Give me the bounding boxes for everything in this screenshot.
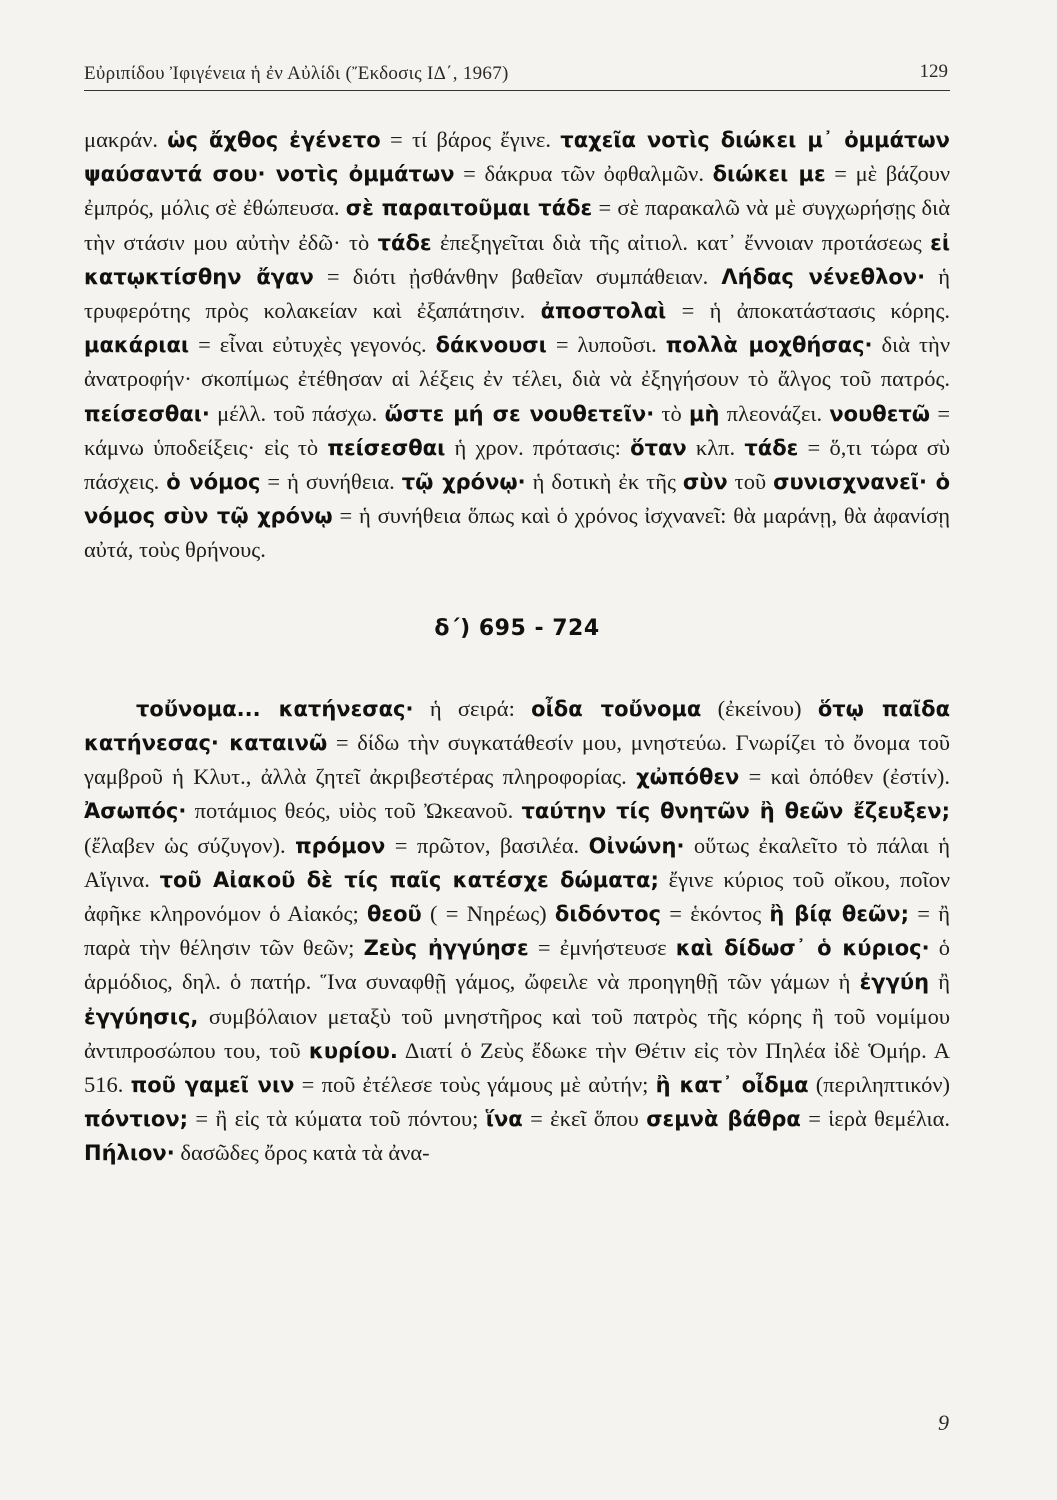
lemma-text: νουθετῶ [829, 401, 931, 426]
lemma-text: καὶ δίδωσ᾽ ὁ κύριος· [675, 936, 930, 961]
lemma-text: πόντιον; [84, 1107, 189, 1132]
lemma-text: ἐγγύησις, [84, 1004, 199, 1029]
gloss-text: ἡ τρυφερότης πρὸς κολακείαν καὶ ἐξαπάτησιν. [84, 263, 950, 324]
gloss-text: τοῦ [727, 469, 774, 495]
gloss-text: = ἢ εἰς τὰ κύματα τοῦ πόντου; [188, 1106, 486, 1132]
lemma-text: θεοῦ [366, 902, 422, 927]
gloss-text: ποτάμιος θεός, υἱὸς τοῦ Ὠκεανοῦ. [186, 798, 522, 824]
lemma-text: ὅταν [630, 435, 687, 460]
printer-signature-mark: 9 [938, 1410, 949, 1435]
gloss-text: (ἔλαβεν ὡς σύζυγον). [84, 832, 296, 858]
gloss-text: = ἱερὰ θεμέλια. [800, 1106, 950, 1132]
gloss-text: = δίδω τὴν συγκατάθεσίν μου, μνηστεύω. Γνωρίζει τὸ ὄνομα τοῦ γαμβροῦ ἡ Κλυτ., ἀλλὰ ζητεῖ ἀκριβεστέρας πληροφορίας. [84, 730, 950, 790]
lemma-text: πρόμον [295, 833, 386, 858]
lemma-text: οἶδα τοὔνομα [531, 696, 702, 721]
lemma-text: πείσεσθαι· [84, 401, 210, 426]
lemma-text: τοὔνομα... κατήνεσας· [136, 696, 414, 721]
gloss-text: = ἡ συνήθεια ὅπως καὶ ὁ χρόνος ἰσχνανεῖ: θὰ μαράνῃ, θὰ ἀφανίσῃ αὐτά, τοὺς θρήνους. [84, 503, 950, 563]
running-head: Εὐριπίδου Ἰφιγένεια ἡ ἐν Αὐλίδι (Ἔκδοσις ΙΔ΄, 1967) [84, 63, 509, 84]
lemma-text: συνισχνανεῖ· ὁ νόμος σὺν τῷ χρόνῳ [84, 470, 951, 529]
lemma-text: σὲ παραιτοῦμαι τάδε [345, 196, 593, 221]
lemma-text: ὅτῳ παῖδα κατήνεσας· καταινῶ [84, 696, 951, 756]
gloss-text: = σὲ παρακαλῶ νὰ μὲ συγχωρήσῃς διὰ τὴν στάσιν μου αὐτὴν ἐδῶ· τὸ [84, 195, 950, 255]
gloss-text: = εἶναι εὐτυχὲς γεγονός. [189, 332, 436, 358]
lemma-text: ἢ κατ᾽ οἶδμα [655, 1073, 809, 1098]
lemma-text: Πήλιον· [84, 1141, 175, 1166]
lemma-text: διώκει με [712, 162, 826, 187]
lemma-text: τάδε [744, 435, 799, 460]
lemma-text: μὴ [689, 401, 720, 426]
gloss-text: = καὶ ὁπόθεν (ἐστίν). [739, 764, 950, 790]
gloss-text: = ἑκόντος [660, 901, 770, 927]
lemma-text: μακάριαι [84, 333, 190, 358]
lemma-text: ταχεῖα νοτὶς διώκει μ᾽ ὀμμάτων ψαύσαντά σου· νοτὶς ὀμμάτων [84, 128, 950, 187]
gloss-text: = τί βάρος ἔγινε. [380, 127, 561, 152]
gloss-text: (ἐκείνου) [701, 695, 818, 721]
lemma-text: εἰ κατῳκτίσθην ἄγαν [84, 230, 950, 289]
gloss-text: διὰ τὴν ἀνατροφήν· σκοπίμως ἐτέθησαν αἱ λέξεις ἐν τέλει, διὰ νὰ ἐξηγήσουν τὸ ἄλγος τοῦ πατρός. [84, 332, 950, 392]
lemma-text: πείσεσθαι [327, 435, 446, 460]
gloss-text: = ἐκεῖ ὅπου [522, 1106, 647, 1132]
lemma-text: δάκνουσι [435, 333, 547, 358]
lemma-text: σὺν [682, 470, 728, 495]
lemma-text: διδόντος [554, 902, 661, 927]
lemma-text: ὁ νόμος [166, 470, 261, 495]
gloss-text: ( = Νηρέως) [421, 901, 555, 927]
lemma-text: κυρίου. [308, 1038, 398, 1063]
lemma-text: χὠπόθεν [636, 765, 740, 790]
page-header [84, 58, 950, 91]
gloss-text: (περιληπτικόν) [808, 1072, 951, 1098]
gloss-text: = ὅ,τι τώρα σὺ πάσχεις. [84, 434, 951, 495]
lemma-text: Οἰνώνη· [588, 833, 685, 858]
gloss-text: ὁ ἁρμόδιος, δηλ. ὁ πατήρ. Ἵνα συναφθῇ γάμος, ὤφειλε νὰ προηγηθῇ τῶν γάμων ἡ [84, 935, 950, 995]
gloss-text: = ἐμνήστευσε [528, 935, 676, 961]
gloss-text: = διότι ᾐσθάνθην βαθεῖαν συμπάθειαν. [313, 263, 722, 289]
page-number: 129 [919, 61, 948, 82]
section-heading: δ΄) 695 - 724 [434, 615, 600, 641]
gloss-text: = κάμνω ὑποδείξεις· εἰς τὸ [84, 400, 951, 460]
gloss-text: Διατί ὁ Ζεὺς ἔδωκε τὴν Θέτιν εἰς τὸν Πηλέα ἰδὲ Ὁμήρ. Α 516. [84, 1037, 950, 1098]
gloss-text: μέλλ. τοῦ πάσχω. [209, 400, 385, 426]
gloss-text: = πρῶτον, βασιλέα. [385, 832, 589, 858]
lemma-text: Ἀσωπός· [84, 799, 187, 824]
gloss-text: τὸ [654, 400, 690, 426]
lemma-text: ποῦ γαμεῖ νιν [130, 1073, 295, 1098]
lemma-text: ταύτην τίς θνητῶν ἢ θεῶν ἔζευξεν; [521, 799, 951, 824]
lemma-text: σεμνὰ βάθρα [646, 1107, 801, 1132]
gloss-text: ἡ σειρά: [413, 695, 532, 721]
gloss-text: κλπ. [686, 434, 745, 460]
gloss-text: οὕτως ἐκαλεῖτο τὸ πάλαι ἡ Αἴγινα. [84, 832, 950, 892]
lemma-text: ἢ βίᾳ θεῶν; [769, 902, 909, 927]
gloss-text: ἔγινε κύριος τοῦ οἴκου, ποῖον ἀφῆκε κληρονόμον ὁ Αἰακός; [84, 866, 950, 927]
gloss-text: = λυποῦσι. [546, 332, 666, 358]
gloss-text: πλεονάζει. [719, 400, 830, 426]
gloss-text: ἐπεξηγεῖται διὰ τῆς αἰτιολ. κατ᾽ ἔννοιαν προτάσεως [431, 229, 931, 255]
lemma-text: ὥστε μή σε νουθετεῖν· [384, 401, 655, 426]
lemma-text: τοῦ Αἰακοῦ δὲ τίς παῖς κατέσχε δώματα; [159, 867, 659, 892]
gloss-text: = ἡ συνήθεια. [260, 469, 402, 495]
lemma-text: Ζεὺς ἠγγύησε [363, 936, 529, 961]
gloss-text: ἡ χρον. πρότασις: [445, 434, 631, 460]
gloss-text: = ἢ παρὰ τὴν θέλησιν τῶν θεῶν; [84, 901, 950, 961]
commentary-paragraph-2 [84, 692, 950, 1171]
lemma-text: ὡς ἄχθος ἐγένετο [167, 128, 381, 152]
gloss-text: μακράν. [84, 127, 168, 152]
lemma-text: τάδε [377, 230, 432, 255]
lemma-text: ἀποστολαὶ [540, 299, 667, 324]
commentary-paragraph-1 [84, 123, 950, 568]
gloss-text: ἢ [929, 969, 950, 995]
gloss-text: = ποῦ ἐτέλεσε τοὺς γάμους μὲ αὐτήν; [294, 1072, 656, 1098]
gloss-text: = δάκρυα τῶν ὀφθαλμῶν. [454, 161, 713, 187]
lemma-text: ἐγγύη [859, 970, 930, 995]
lemma-text: πολλὰ μοχθήσας· [665, 333, 873, 358]
gloss-text: δασῶδες ὄρος κατὰ τὰ ἀνα- [174, 1140, 430, 1166]
gloss-text: συμβόλαιον μεταξὺ τοῦ μνηστῆρος καὶ τοῦ πατρὸς τῆς κόρης ἢ τοῦ νομίμου ἀντιπροσώπου του, τοῦ [84, 1003, 950, 1063]
lemma-text: τῷ χρόνῳ· [401, 470, 526, 495]
lemma-text: Λήδας νένεθλον· [721, 264, 926, 289]
lemma-text: ἵνα [485, 1107, 523, 1132]
gloss-text: = ἡ ἀποκατάστασις κόρης. [666, 298, 950, 324]
gloss-text: = μὲ βάζουν ἐμπρός, μόλις σὲ ἐθώπευσα. [84, 161, 951, 221]
gloss-text: ἡ δοτικὴ ἐκ τῆς [525, 469, 683, 495]
commentary-body [84, 123, 950, 1171]
